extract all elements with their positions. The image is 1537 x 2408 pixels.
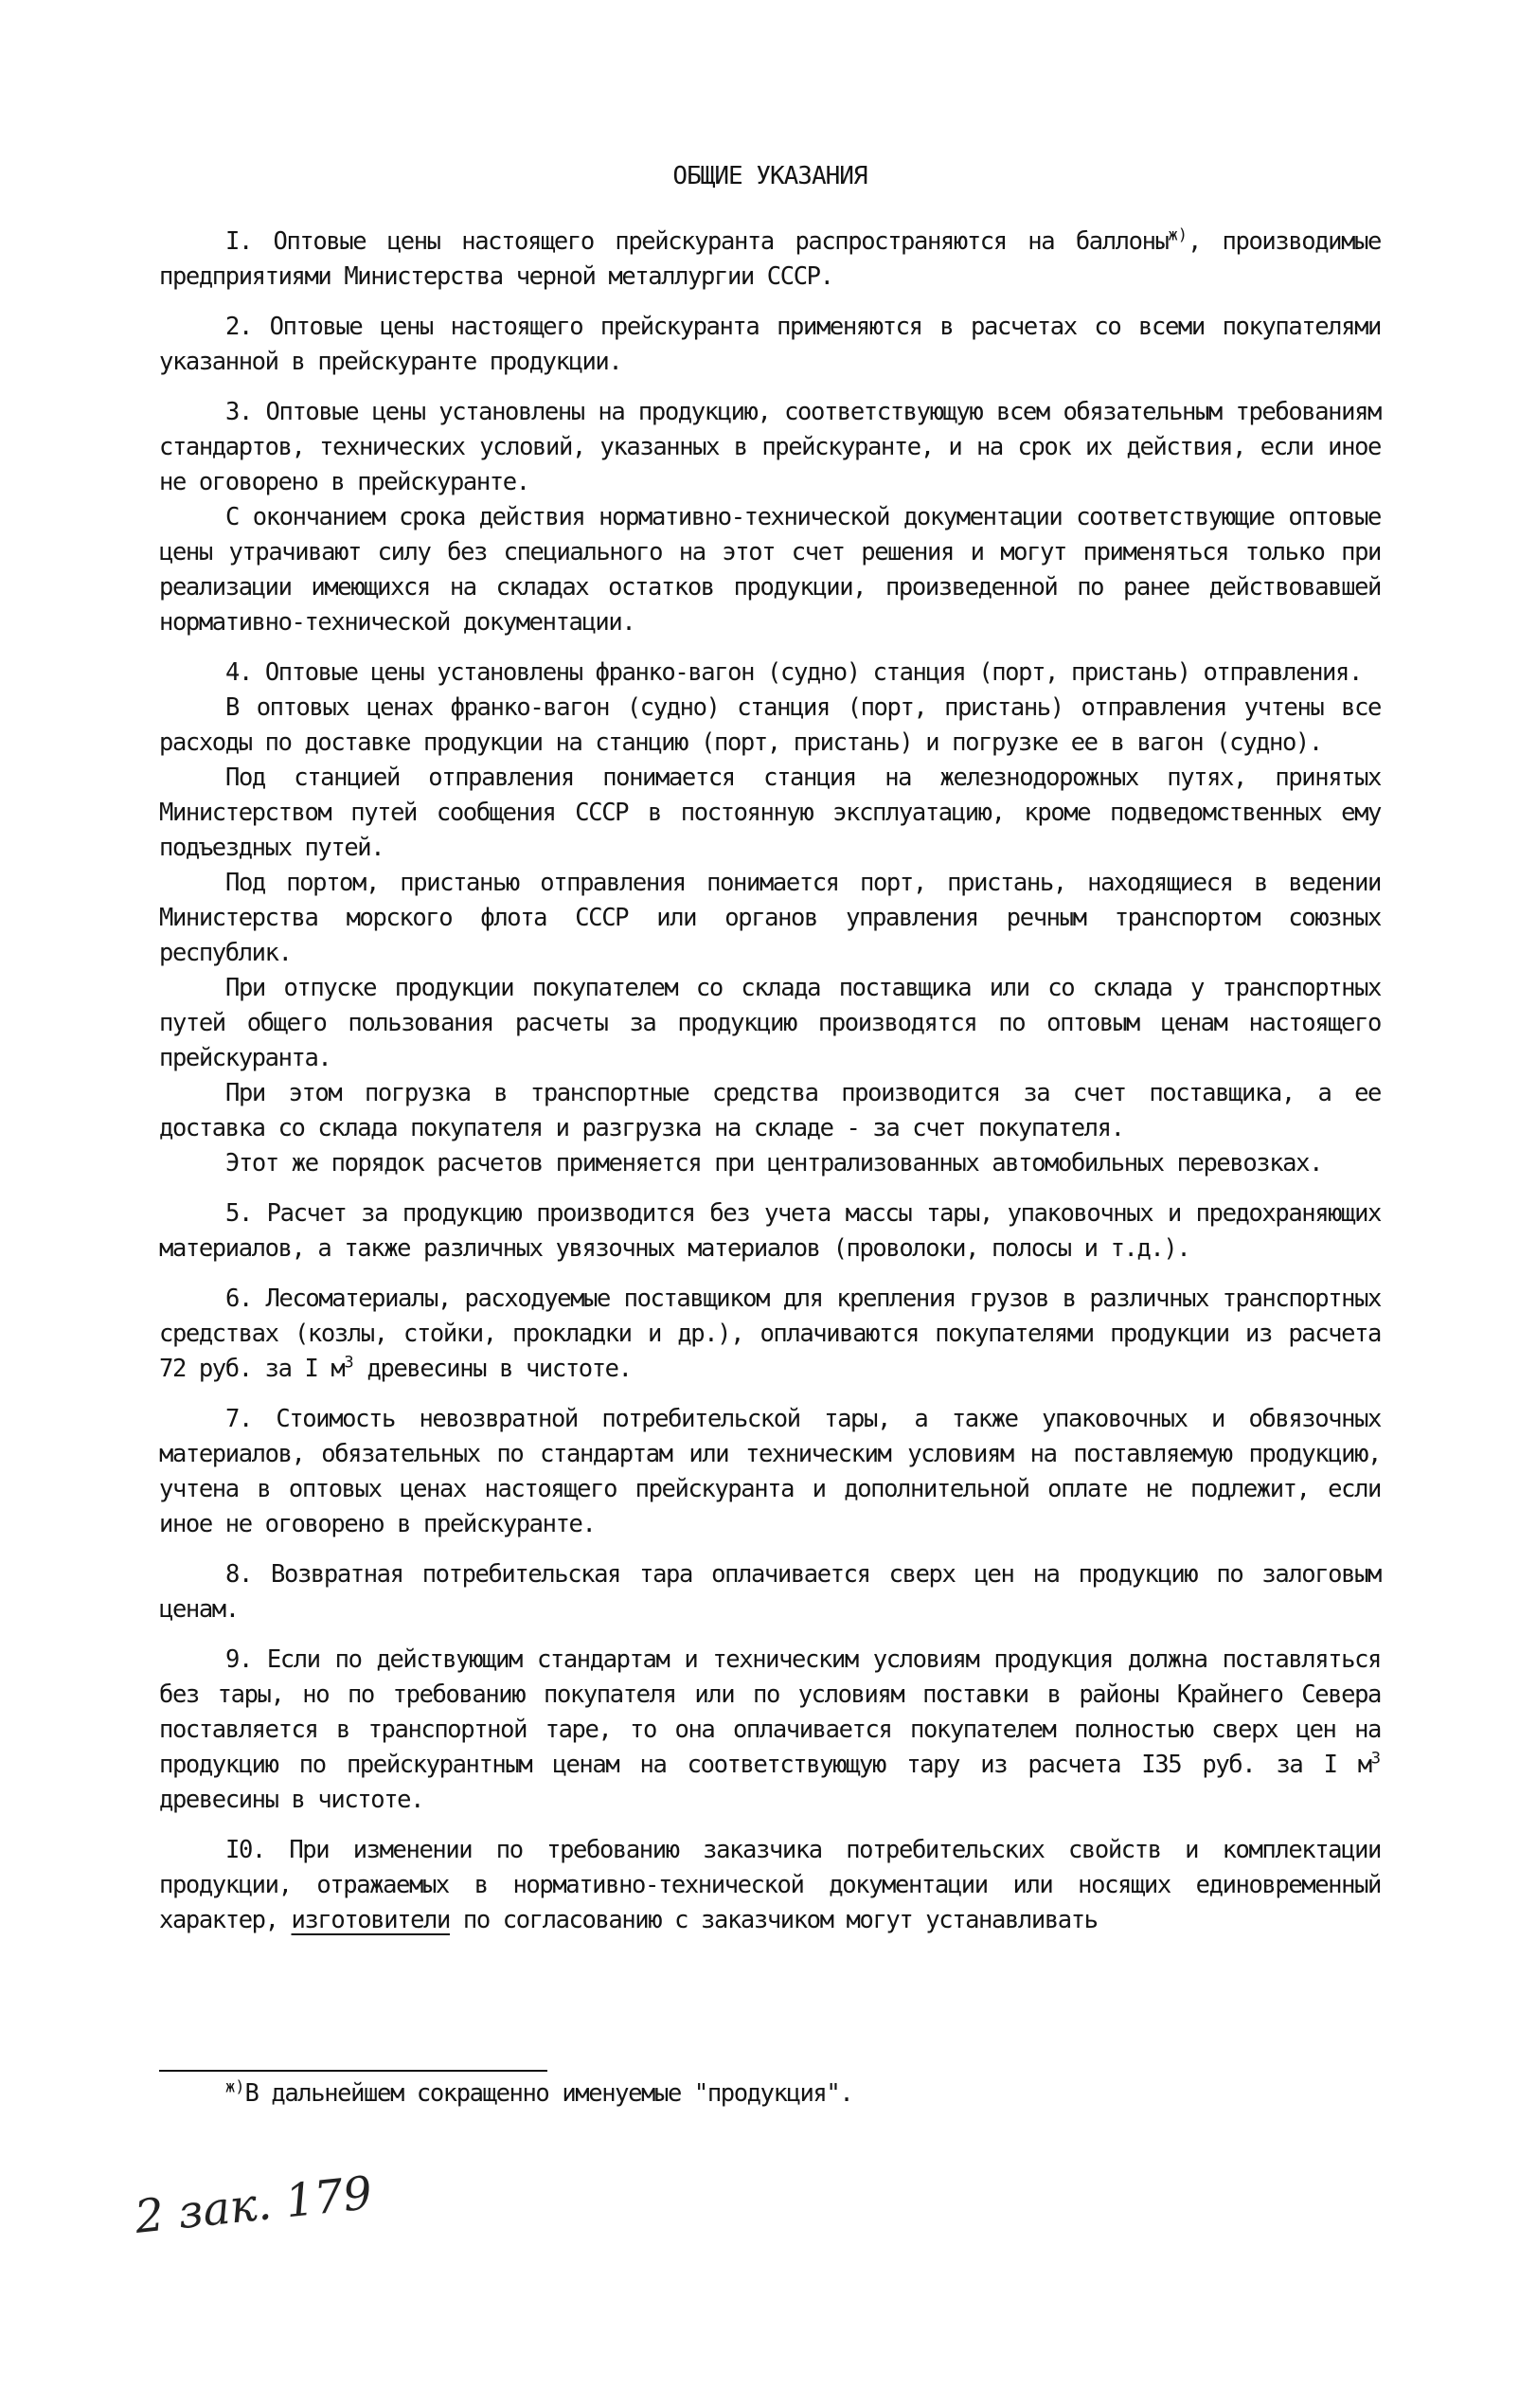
- footnote-text: В дальнейшем сокращенно именуемые "продукция".: [244, 2079, 853, 2108]
- paragraph-6: 6. Лесоматериалы, расходуемые поставщиком для крепления грузов в различных транспортных средствах (козлы, стойки, прокладки и др.), оплачиваются покупателями продукции из расчета 72 руб. за I $м^3$ древесины в чистоте.: [159, 1285, 1381, 1383]
- footnote-divider: [159, 2070, 547, 2072]
- footnote: [225, 2076, 852, 2111]
- document-body: [159, 159, 1381, 1938]
- paragraph-7: 7. Стоимость невозвратной потребительской тары, а также упаковочных и обвязочных материалов, обязательных по стандартам или техническим условиям на поставляемую продукцию, учтена в оптовых ценах настоящего прейскуранта и дополнительной оплате не подлежит, если иное не оговорено в прейскуранте.: [159, 1405, 1381, 1538]
- paragraph-4-cont-1: В оптовых ценах франко-вагон (судно) станция (порт, пристань) отправления учтены все расходы по доставке продукции на станцию (порт, пристань) и погрузке ее в вагон (судно).: [159, 693, 1381, 757]
- page-title: ОБЩИЕ УКАЗАНИЯ: [672, 162, 867, 190]
- underlined-word: изготовители: [291, 1906, 450, 1934]
- paragraph-1: I. Оптовые цены настоящего прейскуранта распространяются на баллоны$^{ж)}$, производимые предприятиями Министерства черной металлургии СССР.: [159, 225, 1381, 291]
- paragraph-8: 8. Возвратная потребительская тара оплачивается сверх цен на продукцию по залоговым ценам.: [159, 1560, 1381, 1624]
- paragraph-4-cont-3: Под портом, пристанью отправления понимается порт, пристань, находящиеся в ведении Министерства морского флота СССР или органов управления речным транспортом союзных республик.: [159, 869, 1381, 967]
- paragraph-4: 4. Оптовые цены установлены франко-вагон (судно) станция (порт, пристань) отправления.: [225, 658, 1362, 687]
- paragraph-4-cont-5: При этом погрузка в транспортные средства производится за счет поставщика, а ее доставка со склада покупателя и разгрузка на складе - за счет покупателя.: [159, 1079, 1381, 1142]
- paragraph-3-cont: С окончанием срока действия нормативно-технической документации соответствующие оптовые цены утрачивают силу без специального на этот счет решения и могут применяться только при реализации имеющихся на складах остатков продукции, произведенной по ранее действовавшей нормативно-технической документации.: [159, 503, 1381, 637]
- paragraph-3: 3. Оптовые цены установлены на продукцию, соответствующую всем обязательным требованиям стандартов, технических условий, указанных в прейскуранте, и на срок их действия, если иное не оговорено в прейскуранте.: [159, 398, 1381, 496]
- paragraph-5: 5. Расчет за продукцию производится без учета массы тары, упаковочных и предохраняющих материалов, а также различных увязочных материалов (проволоки, полосы и т.д.).: [159, 1199, 1381, 1263]
- paragraph-9: 9. Если по действующим стандартам и техническим условиям продукция должна поставляться без тары, но по требованию покупателя или по условиям поставки в районы Крайнего Севера поставляется в транспортной таре, то она оплачивается покупателем полностью сверх цен на продукцию по прейскурантным ценам на соответствующую тару из расчета I35 руб. за I $м^3$ древесины в чистоте.: [159, 1645, 1381, 1814]
- paragraph-4-cont-2: Под станцией отправления понимается станция на железнодорожных путях, принятых Министерством путей сообщения СССР в постоянную эксплуатацию, кроме подведомственных ему подъездных путей.: [159, 764, 1381, 862]
- handwritten-note: 2 зак. 179: [132, 2166, 375, 2244]
- paragraph-10: I0. При изменении по требованию заказчика потребительских свойств и комплектации продукции, отражаемых в нормативно-технической документации или носящих единовременный характер, изготовители по согласованию с заказчиком могут устанавливать: [159, 1836, 1381, 1934]
- footnote-ref: ж): [1168, 225, 1188, 245]
- footnote-mark: ж): [225, 2077, 245, 2097]
- paragraph-2: 2. Оптовые цены настоящего прейскуранта применяются в расчетах со всеми покупателями указанной в прейскуранте продукции.: [159, 313, 1381, 376]
- paragraph-4-cont-4: При отпуске продукции покупателем со склада поставщика или со склада у транспортных путей общего пользования расчеты за продукцию производятся по оптовым ценам настоящего прейскуранта.: [159, 974, 1381, 1072]
- paragraph-4-cont-6: Этот же порядок расчетов применяется при централизованных автомобильных перевозках.: [225, 1149, 1323, 1177]
